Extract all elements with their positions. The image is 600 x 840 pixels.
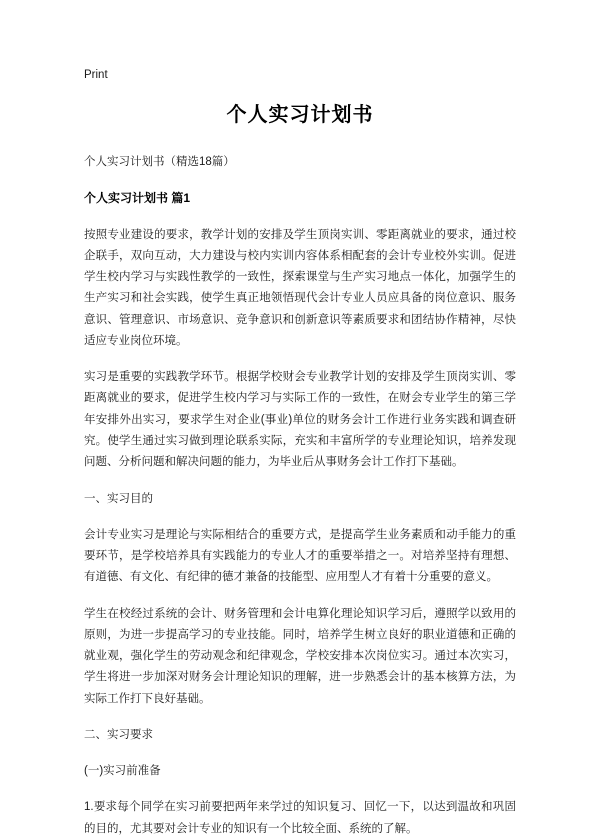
- section-heading: 个人实习计划书 篇1: [84, 191, 191, 206]
- page-title: 个人实习计划书: [226, 104, 374, 126]
- paragraph: 二、实习要求: [84, 728, 153, 741]
- print-button[interactable]: Print: [84, 69, 108, 81]
- paragraph: 实习是重要的实践教学环节。根据学校财会专业教学计划的安排及学生顶岗实训、零距离就业的要求，促进学生校内学习与实际工作的一致性，在财会专业学生的第三学年安排外出实习，要求学生对企业(事业)单位的财务会计工作进行业务实践和调查研究。使学生通过实习做到理论联系实际，充实和丰富所学的专业理论知识，培养发现问题、分析问题和解决问题的能力，为毕业后从事财务会计工作打下基础。: [84, 371, 516, 469]
- document-body: [84, 98, 516, 840]
- paragraph: 会计专业实习是理论与实际相结合的重要方式，是提高学生业务素质和动手能力的重要环节，是学校培养具有实践能力的专业人才的重要举措之一。对培养坚持有理想、有道德、有文化、有纪律的德才兼备的技能型、应用型人才有着十分重要的意义。: [84, 528, 516, 584]
- paragraph: (一)实习前准备: [84, 765, 161, 778]
- paragraph: 学生在校经过系统的会计、财务管理和会计电算化理论知识学习后，遵照学以致用的原则，为进一步提高学习的专业技能。同时，培养学生树立良好的职业道德和正确的就业观，强化学生的劳动观念和纪律观念，学校安排本次岗位实习。通过本次实习，学生将进一步加深对财务会计理论知识的理解，进一步熟悉会计的基本核算方法，为实际工作打下良好基础。: [84, 607, 516, 705]
- document-subtitle: 个人实习计划书（精选18篇）: [84, 156, 235, 168]
- paragraph: 一、实习目的: [84, 492, 153, 505]
- paragraph: 1.要求每个同学在实习前要把两年来学过的知识复习、回忆一下，以达到温故和巩固的目的，尤其要对会计专业的知识有一个比较全面、系统的了解。: [84, 801, 516, 835]
- paragraph: 按照专业建设的要求，教学计划的安排及学生顶岗实训、零距离就业的要求，通过校企联手，双向互动，大力建设与校内实训内容体系相配套的会计专业校外实训。促进学生校内学习与实践性教学的一致性，探索课堂与生产实习地点一体化，加强学生的生产实习和社会实践，使学生真正地领悟现代会计专业人员应具备的岗位意识、服务意识、管理意识、市场意识、竞争意识和创新意识等素质要求和团结协作精神，尽快适应专业岗位环境。: [84, 228, 516, 347]
